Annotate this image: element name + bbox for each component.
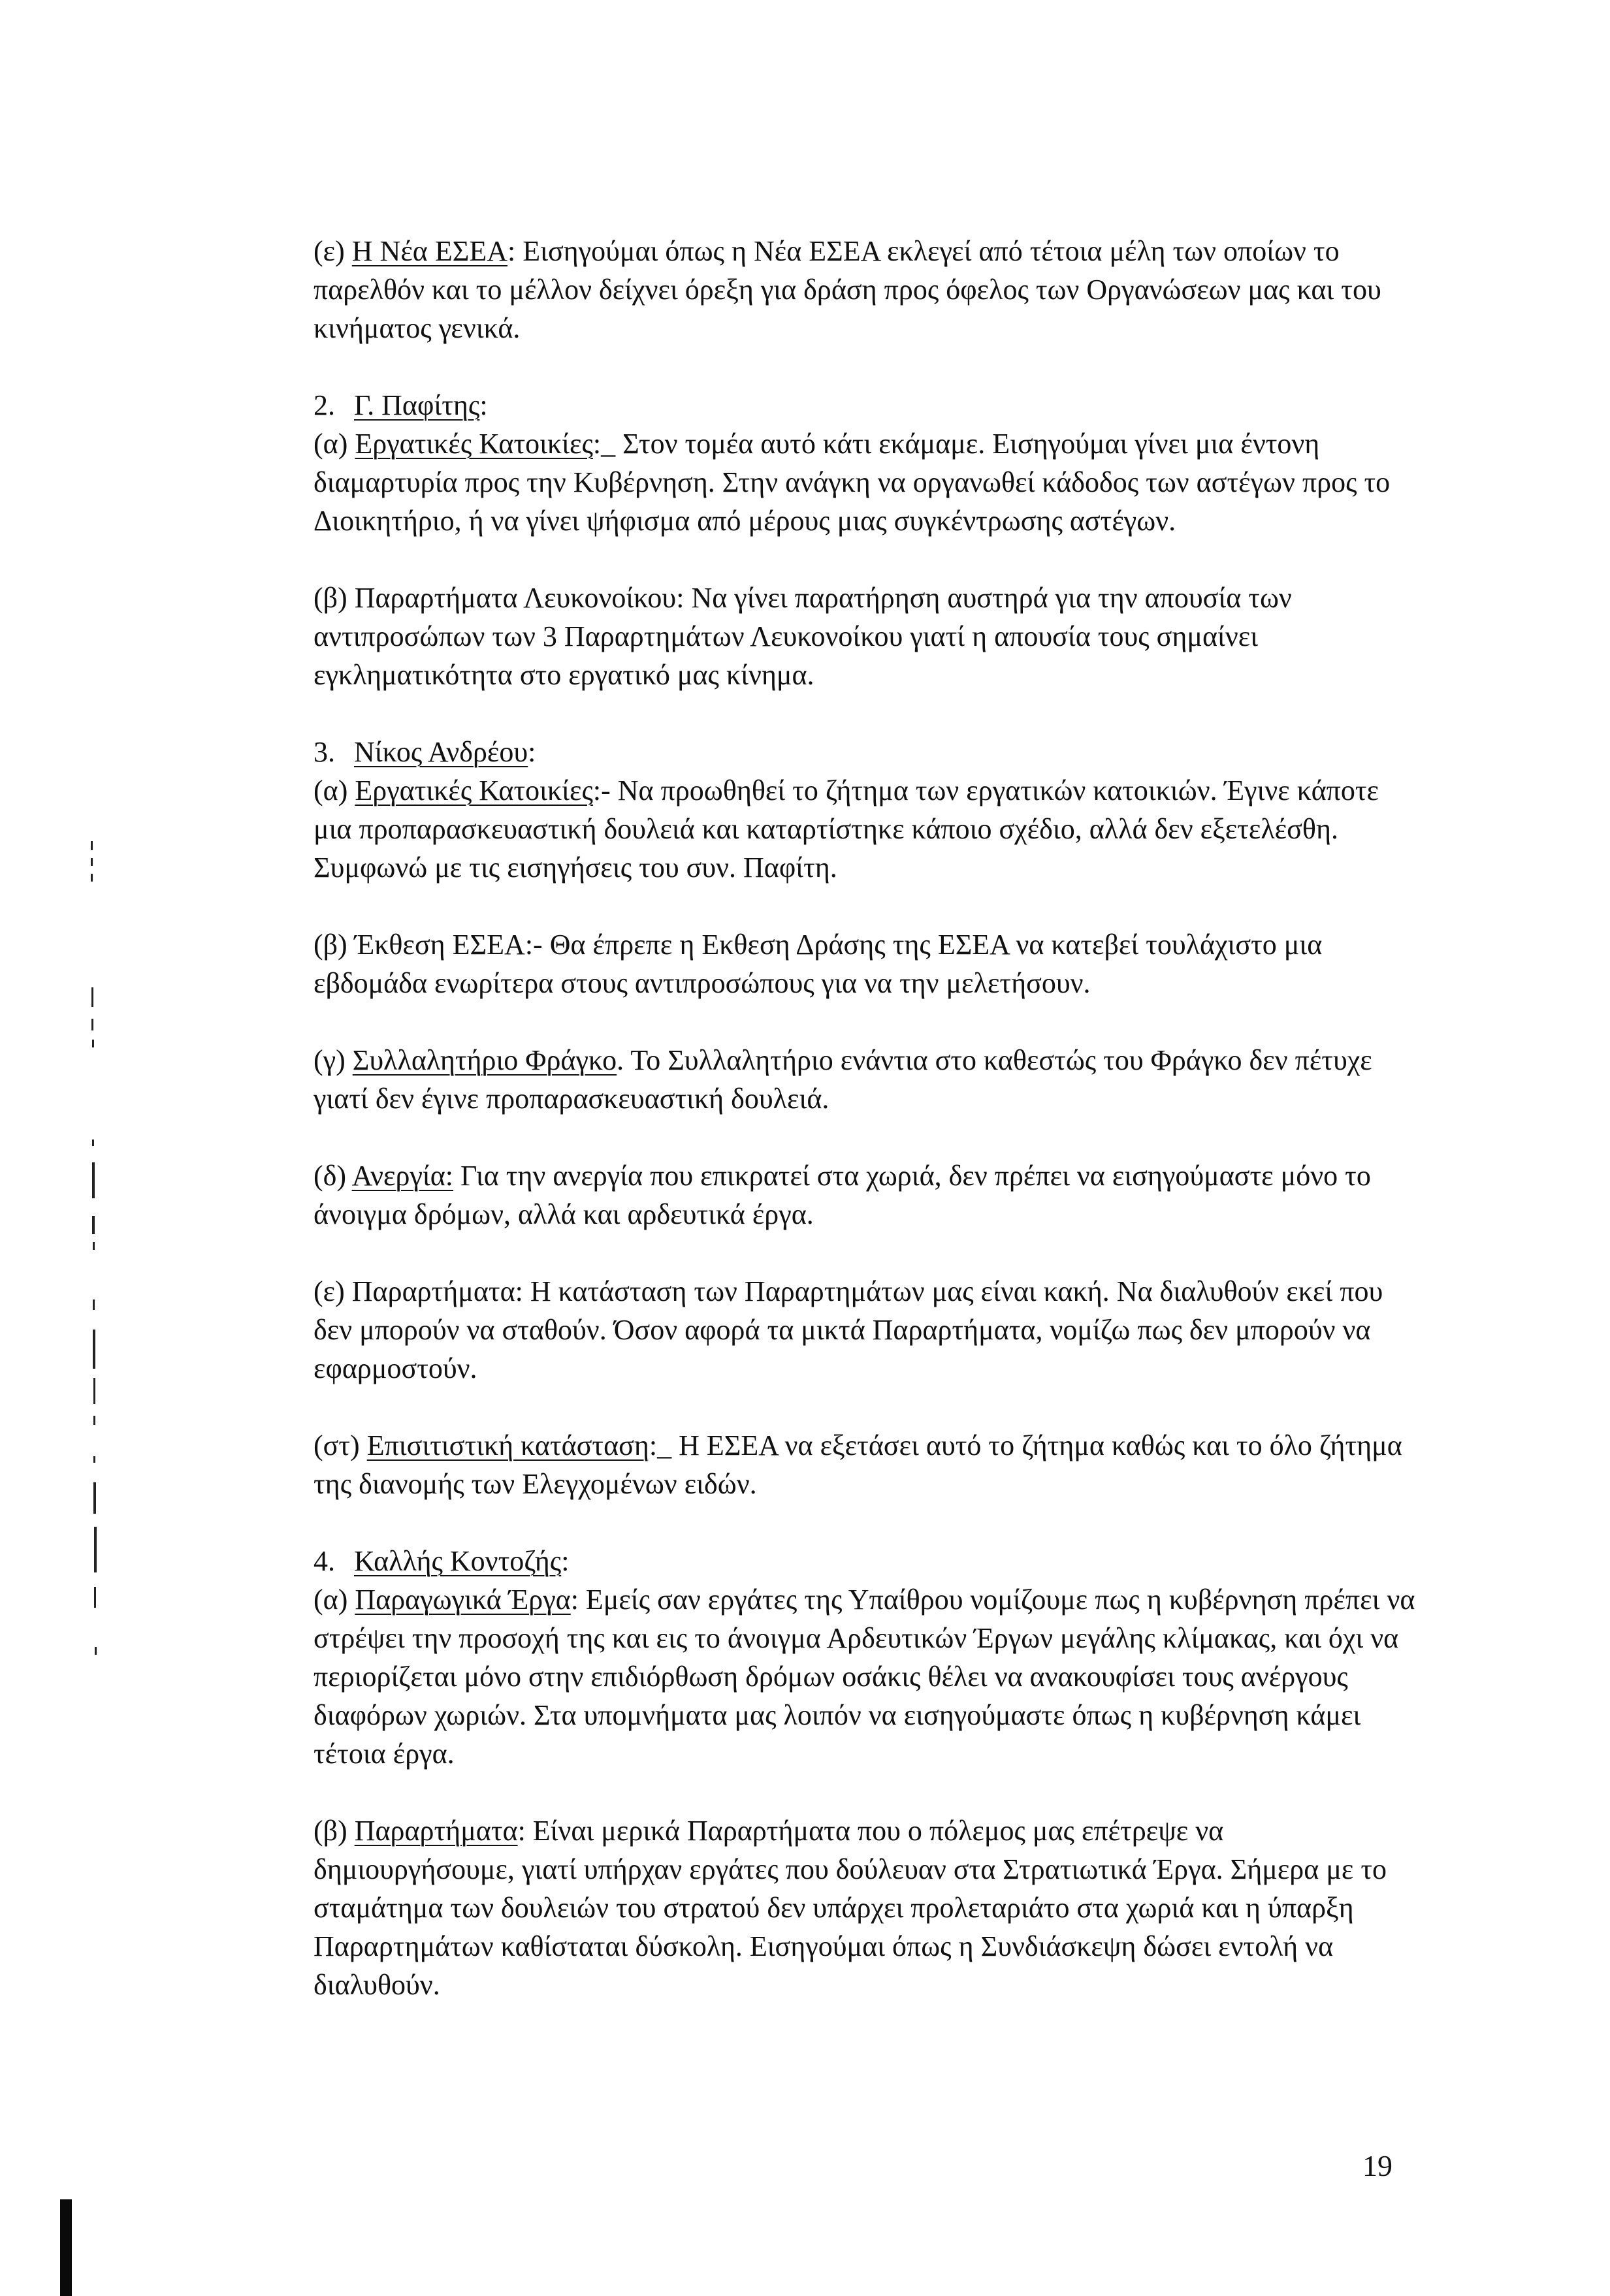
scan-mark: [92, 1140, 94, 1146]
section-heading-3: [260, 733, 1423, 771]
item-title: Συλλαλητήριο Φράγκο: [352, 1044, 617, 1076]
paragraph-2a: [260, 424, 1423, 540]
scan-mark: [91, 987, 93, 1007]
item-text: :- Να προωθηθεί το ζήτημα των εργατικών κατοικιών. Έγινε κάποτε μια προπαρασκευαστική δουλειά και καταρτίστηκε κάποιο σχέδιο, αλλά δεν εξετελέσθη. Συμφωνώ με τις εισηγήσεις του συν. Παφίτη.: [314, 774, 1379, 884]
scan-mark: [91, 1019, 93, 1030]
speaker-suffix: :: [561, 1545, 570, 1577]
section-number: 4.: [314, 1545, 335, 1577]
paragraph-3e: (ε) Παραρτήματα: Η κατάσταση των Παραρτημάτων μας είναι κακή. Να διαλυθούν εκεί που δεν μπορούν να σταθούν. Όσον αφορά τα μικτά Παραρτήματα, νομίζω πως δεν μπορούν να εφαρμοστούν.: [314, 1275, 1383, 1384]
scan-mark: [93, 1378, 95, 1404]
item-prefix: (στ): [314, 1429, 367, 1461]
scan-mark: [94, 1587, 96, 1608]
scan-mark: [92, 1040, 94, 1047]
scan-mark: [93, 1482, 96, 1514]
item-text: Για την ανεργία που επικρατεί στα χωριά, δεν πρέπει να εισηγούμαστε μόνο το άνοιγμα δρόμων, αλλά και αρδευτικά έργα.: [314, 1160, 1371, 1230]
item-title: Ανεργία:: [351, 1160, 454, 1192]
item-text: . Το Συλλαλητήριο ενάντια στο καθεστώς του Φράγκο δεν πέτυχε γιατί δεν έγινε προπαρασκευαστική δουλειά.: [314, 1044, 1372, 1115]
paragraph-3f: [260, 1426, 1423, 1503]
paragraph-2b: (β) Παραρτήματα Λευκονοίκου: Να γίνει παρατήρηση αυστηρά για την απουσία των αντιπροσώπων των 3 Παραρτημάτων Λευκονοίκου γιατί η απουσία τους σημαίνει εγκληματικότητα στο εργατικό μας κίνημα.: [314, 582, 1292, 691]
item-title: Επισιτιστική κατάσταση: [366, 1429, 649, 1461]
item-text: : Εισηγούμαι όπως η Νέα ΕΣΕΑ εκλεγεί από τέτοια μέλη των οποίων το παρελθόν και το μέλλον δείχνει όρεξη για δράση προς όφελος των Οργανώσεων μας και του κινήματος γενικά.: [314, 235, 1381, 344]
paragraph-4a: [260, 1580, 1423, 1773]
section-heading-4: [260, 1542, 1423, 1580]
scan-mark: [93, 1330, 95, 1369]
item-text: : Είναι μερικά Παραρτήματα που ο πόλεμος μας επέτρεψε να δημιουργήσουμε, γιατί υπήρχαν εργάτες που δούλευαν στα Στρατιωτικά Έργα. Σήμερα με το σταμάτημα των δουλειών του στρατού δεν υπάρχει προλεταριάτο στα χωριά και η ύπαρξη Παραρτημάτων καθίσταται δύσκολη. Εισηγούμαι όπως η Συνδιάσκεψη δώσει εντολή να διαλυθούν.: [314, 1815, 1387, 2001]
scan-mark: [91, 841, 93, 850]
item-text: :_ Στον τομέα αυτό κάτι εκάμαμε. Εισηγούμαι γίνει μια έντονη διαμαρτυρία προς την Κυβέρνηση. Στην ανάγκη να οργανωθεί κάδοδος των αστέγων προς το Διοικητήριο, ή να γίνει ψήφισμα από μέρους μιας συγκέντρωσης αστέγων.: [314, 428, 1391, 537]
item-title: Παραρτήματα: [354, 1815, 518, 1847]
item-title: Εργατικές Κατοικίες: [355, 774, 593, 806]
speaker-name: Γ. Παφίτης: [354, 389, 480, 421]
speaker-name: Καλλής Κοντοζής: [354, 1545, 562, 1577]
paragraph-new-esea: [260, 232, 1423, 347]
scan-mark: [93, 1242, 95, 1250]
item-title: Παραγωγικά Έργα: [355, 1584, 571, 1616]
item-prefix: (α): [314, 428, 355, 460]
speaker-suffix: :: [479, 389, 488, 421]
speaker-suffix: :: [528, 736, 536, 768]
item-prefix: (δ): [314, 1160, 352, 1192]
item-text: :_ Η ΕΣΕΑ να εξετάσει αυτό το ζήτημα καθώς και το όλο ζήτημα της διανομής των Ελεγχομένων ειδών.: [314, 1429, 1402, 1500]
item-prefix: (γ): [314, 1044, 353, 1076]
section-number: 2.: [314, 389, 335, 421]
paragraph-3c: [260, 1041, 1423, 1118]
section-heading-2: [260, 386, 1423, 424]
scan-mark: [93, 1416, 95, 1425]
document-body: [260, 232, 1423, 2004]
item-prefix: (β): [314, 1815, 355, 1847]
paragraph-3a: [260, 771, 1423, 887]
speaker-name: Νίκος Ανδρέου: [354, 736, 528, 768]
scan-mark: [92, 1162, 95, 1198]
item-prefix: (α): [314, 1584, 355, 1616]
scan-mark: [91, 858, 93, 866]
paragraph-3d: [260, 1156, 1423, 1234]
item-prefix: (α): [314, 774, 355, 806]
item-prefix: (ε): [314, 235, 352, 267]
scan-mark: [91, 874, 93, 882]
item-text: : Εμείς σαν εργάτες της Υπαίθρου νομίζουμε πως η κυβέρνηση πρέπει να στρέψει την προσοχή της και εις το άνοιγμα Αρδευτικών Έργων μεγάλης κλίμακας, και όχι να περιορίζεται μόνο στην επιδιόρθωση δρόμων οσάκις θέλει να ανακουφίσει τους ανέργους διαφόρων χωριών. Στα υπομνήματα μας λοιπόν να εισηγούμαστε όπως η κυβέρνηση κάμει τέτοια έργα.: [314, 1584, 1415, 1770]
scan-mark: [92, 1216, 95, 1234]
scan-mark: [93, 1456, 95, 1463]
scan-mark: [95, 1647, 97, 1655]
paragraph-3b: (β) Έκθεση ΕΣΕΑ:- Θα έπρεπε η Εκθεση Δράσης της ΕΣΕΑ να κατεβεί τουλάχιστο μια εβδομάδα ενωρίτερα στους αντιπροσώπους για να την μελετήσουν.: [314, 929, 1323, 999]
paragraph-4b: [260, 1811, 1423, 2004]
page-number: 19: [1362, 2149, 1393, 2182]
section-number: 3.: [314, 736, 335, 768]
binder-mark: [60, 2199, 72, 2296]
scan-mark: [94, 1527, 97, 1572]
item-title: Η Νέα ΕΣΕΑ: [351, 235, 507, 267]
scan-mark: [93, 1299, 95, 1310]
item-title: Εργατικές Κατοικίες: [355, 428, 593, 460]
